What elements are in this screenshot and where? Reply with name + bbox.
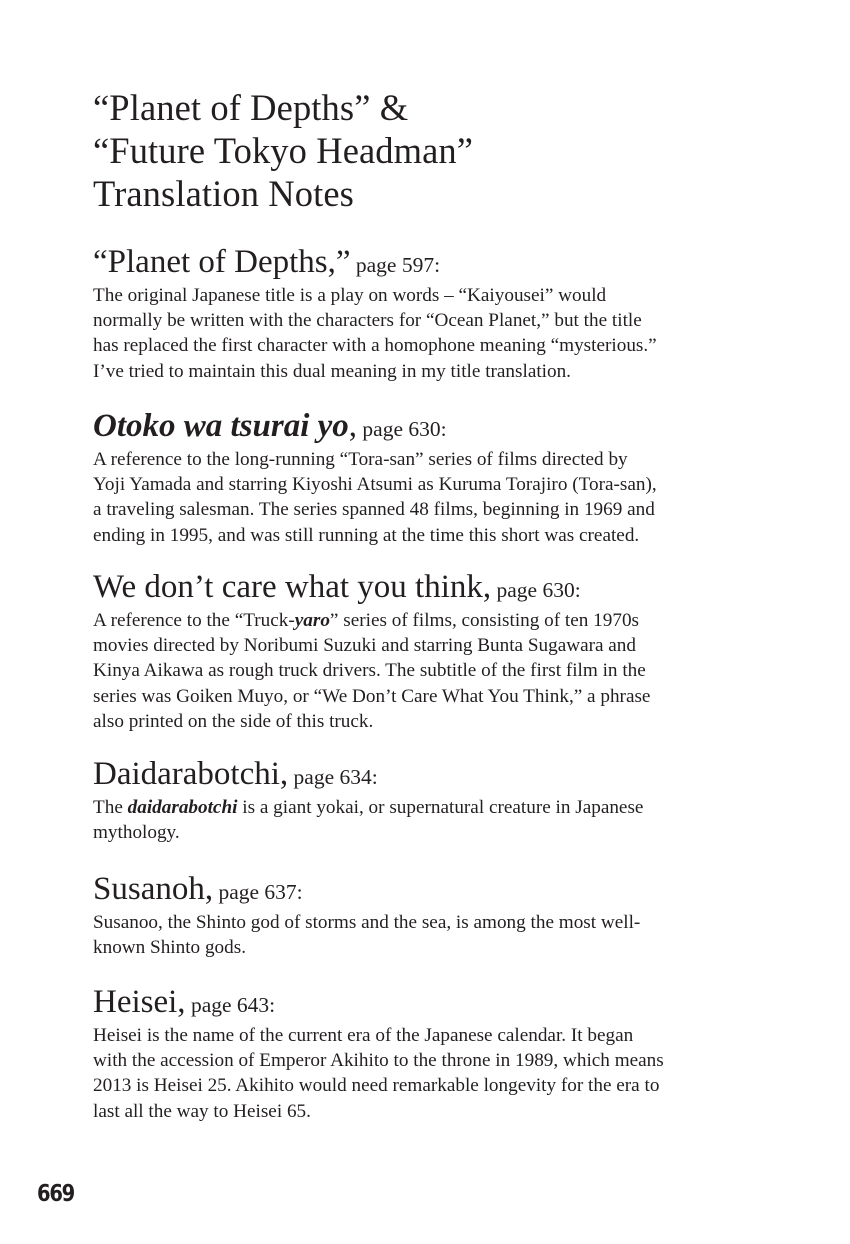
document-page bbox=[93, 86, 773, 1122]
note-line: Yoji Yamada and starring Kiyoshi Atsumi as Kuruma Torajiro (Tora-san), bbox=[93, 474, 657, 496]
note-line: series was Goiken Muyo, or “We Don’t Care What You Think,” a phrase bbox=[93, 685, 651, 707]
note-susanoh bbox=[93, 871, 773, 960]
page-title-line-3: Translation Notes bbox=[93, 173, 354, 214]
note-line: has replaced the first character with a homophone meaning “mysterious.” bbox=[93, 335, 657, 357]
note-we-dont-care bbox=[93, 569, 773, 734]
note-line: a traveling salesman. The series spanned 48 films, beginning in 1969 and bbox=[93, 499, 655, 521]
note-italic-term: yaro bbox=[294, 610, 330, 631]
note-line: Heisei is the name of the current era of the Japanese calendar. It began bbox=[93, 1025, 634, 1046]
page-title-line-1: “Planet of Depths” & bbox=[93, 87, 409, 128]
note-heisei bbox=[93, 984, 773, 1124]
note-text: The bbox=[93, 797, 128, 818]
note-term: We don’t care what you think, bbox=[93, 569, 492, 605]
note-page-ref: page 630: bbox=[491, 578, 581, 602]
note-line: movies directed by Noribumi Suzuki and starring Bunta Sugawara and bbox=[93, 635, 636, 657]
note-body bbox=[93, 608, 773, 734]
note-italic-term: daidarabotchi bbox=[127, 797, 238, 818]
note-line bbox=[93, 608, 773, 633]
note-line: Kinya Aikawa as rough truck drivers. The subtitle of the first film in the bbox=[93, 660, 646, 682]
page-title-line-2: “Future Tokyo Headman” bbox=[93, 130, 474, 171]
note-body bbox=[93, 1023, 773, 1124]
note-body bbox=[93, 795, 773, 845]
note-term-suffix: , bbox=[348, 408, 358, 444]
note-line: last all the way to Heisei 65. bbox=[93, 1100, 311, 1122]
note-page-ref: page 597: bbox=[350, 253, 441, 277]
note-heading bbox=[93, 244, 773, 283]
page-title bbox=[93, 86, 773, 215]
note-body bbox=[93, 910, 773, 960]
note-heading bbox=[93, 984, 773, 1023]
note-body bbox=[93, 283, 773, 384]
note-otoko-wa-tsurai-yo bbox=[93, 408, 773, 548]
note-line: also printed on the side of this truck. bbox=[93, 710, 374, 732]
note-line: A reference to the long-running “Tora-san” series of films directed by bbox=[93, 449, 628, 470]
note-line: Susanoo, the Shinto god of storms and the sea, is among the most well- bbox=[93, 912, 641, 933]
note-heading bbox=[93, 569, 773, 608]
note-term: Susanoh, bbox=[93, 871, 214, 907]
note-line: ending in 1995, and was still running at the time this short was created. bbox=[93, 524, 640, 546]
note-page-ref: page 634: bbox=[288, 765, 378, 789]
note-text: is a giant yokai, or supernatural creature in Japanese bbox=[237, 797, 644, 818]
note-line bbox=[93, 795, 773, 820]
note-page-ref: page 637: bbox=[213, 880, 303, 904]
note-body bbox=[93, 447, 773, 548]
note-heading bbox=[93, 871, 773, 910]
note-line: mythology. bbox=[93, 822, 180, 844]
note-heading bbox=[93, 756, 773, 795]
note-line: The original Japanese title is a play on words – “Kaiyousei” would bbox=[93, 285, 607, 306]
note-daidarabotchi bbox=[93, 756, 773, 845]
page-number: 669 bbox=[37, 1181, 74, 1207]
note-planet-of-depths bbox=[93, 244, 773, 384]
note-term: Otoko wa tsurai yo bbox=[93, 408, 349, 444]
note-page-ref: page 630: bbox=[357, 417, 447, 441]
note-page-ref: page 643: bbox=[185, 993, 276, 1017]
note-line: I’ve tried to maintain this dual meaning in my title translation. bbox=[93, 360, 571, 382]
note-term: “Planet of Depths,” bbox=[93, 244, 351, 280]
note-line: known Shinto gods. bbox=[93, 937, 246, 959]
note-heading bbox=[93, 408, 773, 447]
note-line: 2013 is Heisei 25. Akihito would need remarkable longevity for the era to bbox=[93, 1075, 660, 1097]
note-text: A reference to the “Truck- bbox=[93, 610, 295, 631]
note-line: normally be written with the characters for “Ocean Planet,” but the title bbox=[93, 310, 642, 332]
note-line: with the accession of Emperor Akihito to the throne in 1989, which means bbox=[93, 1050, 664, 1072]
note-text: ” series of films, consisting of ten 1970s bbox=[329, 610, 640, 631]
note-term: Daidarabotchi, bbox=[93, 756, 289, 792]
note-term: Heisei, bbox=[93, 984, 186, 1020]
